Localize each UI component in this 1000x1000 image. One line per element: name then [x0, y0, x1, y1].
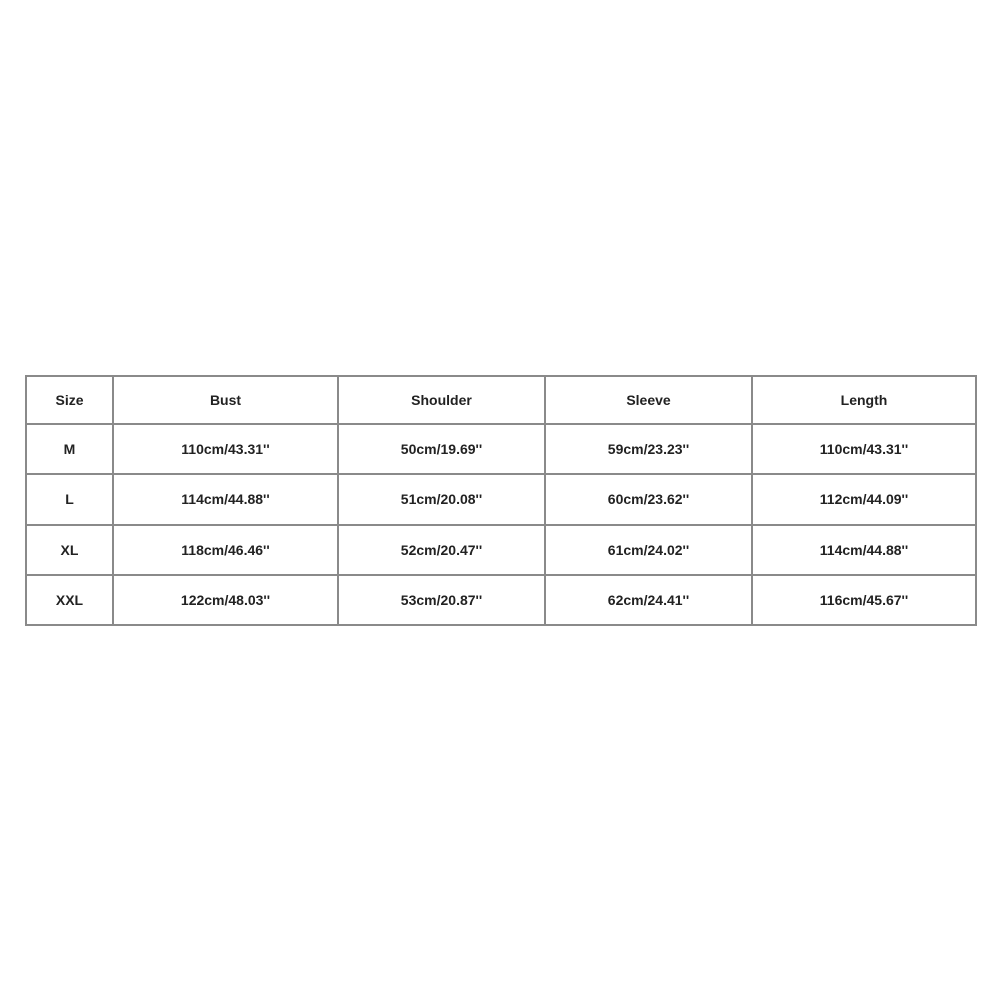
bust-cell: 122cm/48.03''	[113, 575, 338, 625]
size-cell: XL	[26, 525, 113, 575]
bust-cell: 110cm/43.31''	[113, 424, 338, 474]
header-sleeve: Sleeve	[545, 376, 752, 424]
header-row	[26, 376, 976, 424]
table-row	[26, 525, 976, 575]
shoulder-cell: 50cm/19.69''	[338, 424, 545, 474]
table-row	[26, 575, 976, 625]
size-chart-table	[25, 375, 977, 626]
shoulder-cell: 52cm/20.47''	[338, 525, 545, 575]
length-cell: 110cm/43.31''	[752, 424, 976, 474]
size-cell: XXL	[26, 575, 113, 625]
shoulder-cell: 53cm/20.87''	[338, 575, 545, 625]
header-bust: Bust	[113, 376, 338, 424]
header-length: Length	[752, 376, 976, 424]
header-shoulder: Shoulder	[338, 376, 545, 424]
bust-cell: 118cm/46.46''	[113, 525, 338, 575]
bust-cell: 114cm/44.88''	[113, 474, 338, 524]
sleeve-cell: 60cm/23.62''	[545, 474, 752, 524]
sleeve-cell: 62cm/24.41''	[545, 575, 752, 625]
size-cell: L	[26, 474, 113, 524]
length-cell: 114cm/44.88''	[752, 525, 976, 575]
shoulder-cell: 51cm/20.08''	[338, 474, 545, 524]
sleeve-cell: 61cm/24.02''	[545, 525, 752, 575]
size-cell: M	[26, 424, 113, 474]
header-size: Size	[26, 376, 113, 424]
table-row	[26, 424, 976, 474]
length-cell: 116cm/45.67''	[752, 575, 976, 625]
table-row	[26, 474, 976, 524]
sleeve-cell: 59cm/23.23''	[545, 424, 752, 474]
length-cell: 112cm/44.09''	[752, 474, 976, 524]
